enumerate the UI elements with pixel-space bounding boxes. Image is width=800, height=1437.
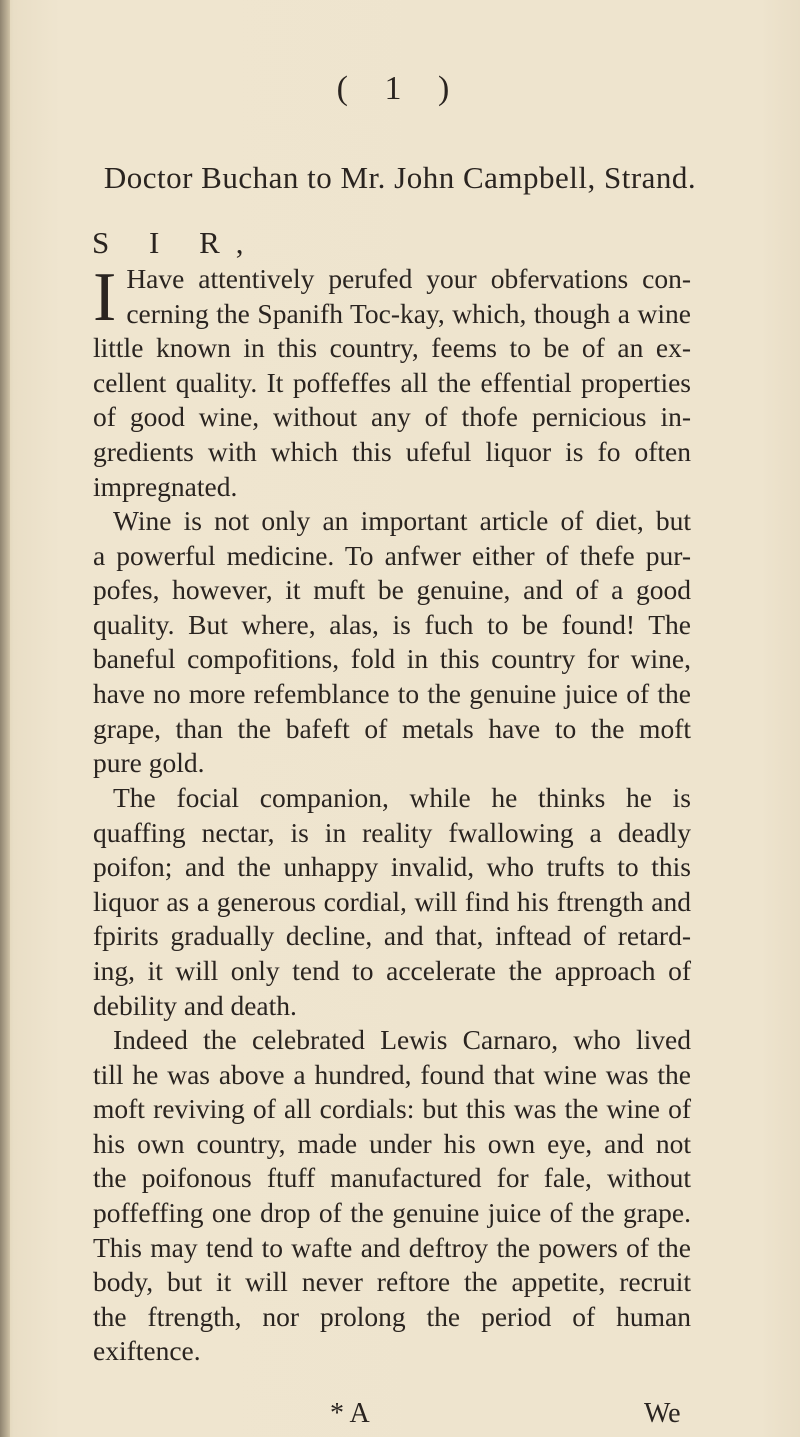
text-line: poifon; and the unhappy invalid, who trufts to this — [93, 851, 691, 883]
text-line: The focial companion, while he thinks he is — [113, 782, 691, 813]
text-line: a powerful medicine. To anfwer either of thefe pur- — [93, 539, 691, 571]
paragraph-2 — [93, 504, 691, 781]
text-line: Have attentively perufed your obfervations con- — [126, 263, 691, 294]
text-line: pure gold. — [93, 747, 205, 779]
text-line: quaffing nectar, is in reality fwallowing a deadly — [93, 816, 691, 848]
text-line: Wine is not only an important article of diet, but — [113, 505, 691, 536]
text-line: This may tend to wafte and deftroy the powers of the — [93, 1231, 691, 1263]
drop-cap: I — [93, 259, 117, 336]
text-line: fpirits gradually decline, and that, inftead of retard- — [93, 920, 691, 952]
text-line: the ftrength, nor prolong the period of human — [93, 1300, 691, 1332]
text-line: poffeffing one drop of the genuine juice of the grape. — [93, 1196, 691, 1228]
salutation: S I R, — [92, 225, 260, 260]
text-line: have no more refemblance to the genuine juice of the — [93, 677, 691, 709]
text-line: gredients with which this ufeful liquor is fo often — [93, 435, 691, 467]
text-line: his own country, made under his own eye, and not — [93, 1127, 691, 1159]
text-line: impregnated. — [93, 470, 238, 502]
paragraph-3 — [93, 781, 691, 1023]
text-line: body, but it will never reftore the appetite, recruit — [93, 1266, 691, 1298]
signature-mark: * A — [330, 1398, 370, 1429]
page-number: ( 1 ) — [336, 70, 464, 107]
text-line: little known in this country, feems to be of an ex- — [93, 332, 691, 364]
text-line: debility and death. — [93, 989, 297, 1021]
text-line: moft reviving of all cordials: but this was the wine of — [93, 1093, 691, 1125]
text-line: cerning the Spanifh Toc-kay, which, though a wine — [126, 297, 691, 329]
text-line: pofes, however, it muft be genuine, and of a good — [93, 574, 691, 606]
text-line: ing, it will only tend to accelerate the approach of — [93, 954, 691, 986]
text-line: of good wine, without any of thofe pernicious in- — [93, 401, 691, 433]
catchword: We — [644, 1398, 681, 1429]
text-line: exiftence. — [93, 1335, 201, 1367]
paragraph-4 — [93, 1023, 691, 1369]
text-line: cellent quality. It poffeffes all the effential properties — [93, 366, 691, 398]
text-line: baneful compofitions, fold in this country for wine, — [93, 643, 691, 675]
text-line: grape, than the bafeft of metals have to the moft — [93, 712, 691, 744]
text-line: Indeed the celebrated Lewis Carnaro, who lived — [113, 1024, 691, 1055]
letter-heading: Doctor Buchan to Mr. John Campbell, Strand. — [103, 160, 697, 195]
paragraph-1 — [93, 259, 691, 504]
text-line: liquor as a generous cordial, will find his ftrength and — [93, 885, 691, 917]
text-line: till he was above a hundred, found that wine was the — [93, 1058, 691, 1090]
text-line: the poifonous ftuff manufactured for fale, without — [93, 1162, 691, 1194]
text-line: quality. But where, alas, is fuch to be found! The — [93, 608, 691, 640]
page-binding-edge — [0, 0, 10, 1437]
